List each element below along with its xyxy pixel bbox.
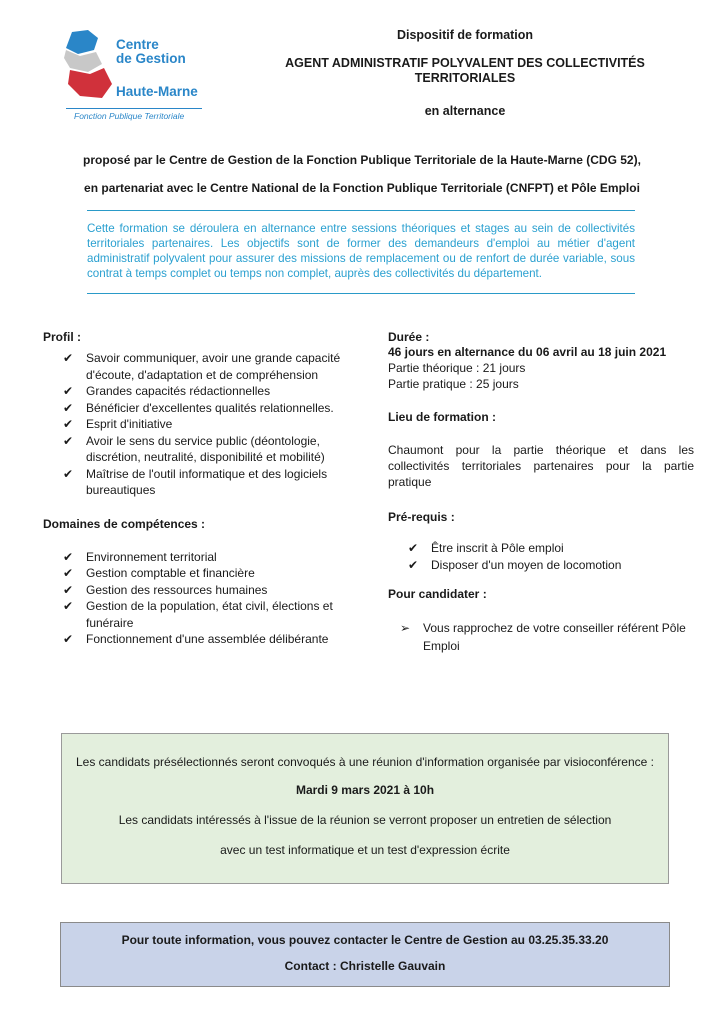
list-item-text: Gestion de la population, état civil, élections et funéraire: [86, 599, 333, 630]
list-item: [43, 466, 373, 499]
list-item: [388, 540, 694, 557]
duree-section: [388, 330, 694, 392]
list-item-text: Grandes capacités rédactionnelles: [86, 384, 271, 398]
list-item-text: Disposer d'un moyen de locomotion: [431, 557, 622, 572]
info-meeting-box: [61, 733, 669, 884]
check-icon: ✔: [63, 632, 74, 646]
cdg52-logo: [58, 28, 208, 124]
logo-text-centre: Centre: [116, 37, 159, 52]
lieu-heading: Lieu de formation :: [388, 410, 496, 424]
page-title: AGENT ADMINISTRATIF POLYVALENT DES COLLECTIVITÉS TERRITORIALES: [285, 56, 645, 85]
list-item: [388, 619, 694, 655]
contact-phone-line: Pour toute information, vous pouvez contacter le Centre de Gestion au 03.25.35.33.20: [121, 933, 609, 947]
logo-tagline: Fonction Publique Territoriale: [74, 111, 185, 121]
logo-text-de-gestion: de Gestion: [116, 51, 186, 66]
list-item: [43, 565, 373, 582]
header-subtitle: en alternance: [424, 104, 506, 118]
duree-main: 46 jours en alternance du 06 avril au 18 juin 2021: [388, 345, 667, 359]
partners-statement: [30, 146, 694, 202]
right-column: [388, 330, 694, 655]
logo-text-haute-marne: Haute-Marne: [116, 84, 198, 99]
document-header: [255, 28, 675, 118]
check-icon: ✔: [63, 566, 74, 580]
info-line-3: Les candidats intéressés à l'issue de la réunion se verront proposer un entretien de sélection: [118, 813, 612, 827]
logo-divider: [66, 108, 202, 109]
list-item: [43, 416, 373, 433]
duree-theorique: Partie théorique : 21 jours: [388, 361, 526, 375]
domaines-heading: Domaines de compétences :: [43, 516, 206, 531]
prerequis-section: [388, 510, 694, 573]
prerequis-heading: Pré-requis :: [388, 510, 455, 524]
intro-paragraph: Cette formation se déroulera en alternance entre sessions théoriques et stages au sein de collectivités territoriales partenaires. Les objectifs sont de former des demandeurs d'emploi au métier d'agent administratif polyvalent pour assurer des missions de remplacement ou de renfort de durée variable, sous contrat à temps complet ou temps non complet, auprès des collectivités du département.: [87, 210, 635, 294]
list-item-text: Esprit d'initiative: [86, 417, 173, 431]
list-item: [43, 598, 373, 631]
list-item-text: Avoir le sens du service public (déontologie, discrétion, neutralité, disponibilité et mobilité): [86, 433, 325, 464]
check-icon: ✔: [408, 541, 419, 555]
check-icon: ✔: [63, 466, 74, 481]
list-item: [388, 557, 694, 574]
check-icon: ✔: [63, 549, 74, 564]
profil-heading: Profil :: [43, 330, 81, 344]
list-item-text: Bénéficier d'excellentes qualités relationnelles.: [86, 400, 334, 415]
list-item: [43, 549, 373, 566]
check-icon: ✔: [63, 582, 74, 597]
list-item: [43, 383, 373, 400]
list-item-text: Maîtrise de l'outil informatique et des logiciels bureautiques: [86, 466, 328, 497]
list-item: [43, 582, 373, 599]
candidater-heading: Pour candidater :: [388, 587, 487, 601]
check-icon: ✔: [408, 557, 419, 572]
domaines-list: [43, 549, 373, 648]
list-item-text: Environnement territorial: [86, 549, 217, 564]
prerequis-list: [388, 540, 694, 573]
check-icon: ✔: [63, 400, 74, 415]
duree-pratique: Partie pratique : 25 jours: [388, 377, 519, 391]
check-icon: ✔: [63, 433, 74, 448]
list-item-text: Gestion des ressources humaines: [86, 582, 268, 597]
list-item: [43, 350, 373, 383]
list-item: [43, 631, 373, 648]
profil-list: [43, 350, 373, 499]
check-icon: ✔: [63, 384, 74, 398]
candidater-section: [388, 587, 694, 655]
info-line-1: Les candidats présélectionnés seront convoqués à une réunion d'information organisée par visioconférence :: [76, 755, 654, 769]
contact-box: [60, 922, 670, 987]
profil-section: [43, 330, 373, 499]
left-column: [43, 330, 373, 648]
partners-line-1: proposé par le Centre de Gestion de la Fonction Publique Territoriale de la Haute-Marne (CDG 52),: [83, 153, 641, 167]
check-icon: ✔: [63, 599, 74, 613]
check-icon: ✔: [63, 417, 74, 431]
lieu-section: [388, 410, 694, 490]
list-item-text: Gestion comptable et financière: [86, 566, 255, 580]
arrow-icon: ➢: [400, 621, 411, 635]
list-item-text: Fonctionnement d'une assemblée délibérante: [86, 632, 329, 646]
list-item-text: Être inscrit à Pôle emploi: [431, 541, 564, 555]
list-item: [43, 433, 373, 466]
info-line-4: avec un test informatique et un test d'expression écrite: [220, 843, 510, 857]
lieu-text: Chaumont pour la partie théorique et dans les collectivités territoriales partenaires pour la partie pratique: [388, 443, 694, 489]
check-icon: ✔: [63, 351, 74, 365]
partners-line-2: en partenariat avec le Centre National de la Fonction Publique Territoriale (CNFPT) et Pôle Emploi: [84, 181, 640, 195]
list-item-text: Savoir communiquer, avoir une grande capacité d'écoute, d'adaptation et de compréhension: [86, 351, 341, 382]
candidater-list: [388, 619, 694, 655]
duree-heading: Durée :: [388, 330, 430, 344]
haute-marne-map-icon: [58, 28, 118, 108]
contact-person: Contact : Christelle Gauvain: [284, 959, 446, 973]
list-item-text: Vous rapprochez de votre conseiller référent Pôle Emploi: [423, 621, 686, 653]
domaines-section: [43, 517, 373, 648]
meeting-date: Mardi 9 mars 2021 à 10h: [295, 783, 435, 797]
header-kicker: Dispositif de formation: [396, 28, 534, 42]
list-item: [43, 400, 373, 417]
